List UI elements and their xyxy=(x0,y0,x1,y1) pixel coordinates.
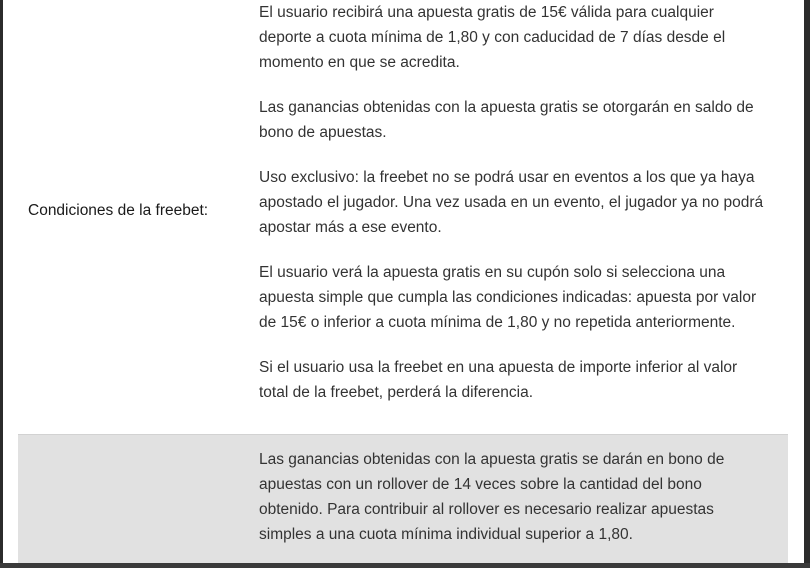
text-line: simples a una cuota mínima individual superior a 1,80. xyxy=(259,526,633,543)
text-line: bono de apuestas. xyxy=(259,124,387,141)
window-frame-bottom xyxy=(0,563,810,568)
text-line: Si el usuario usa la freebet en una apuesta de importe inferior al valor xyxy=(259,359,738,376)
freebet-conditions-row xyxy=(18,0,788,434)
text-line: apuestas con un rollover de 14 veces sobre la cantidad del bono xyxy=(259,476,702,493)
window-frame-right xyxy=(804,0,810,568)
rollover-conditions-text xyxy=(259,447,781,567)
text-line: deporte a cuota mínima de 1,80 y con caducidad de 7 días desde el xyxy=(259,29,726,46)
text-line: El usuario recibirá una apuesta gratis de 15€ válida para cualquier xyxy=(259,4,714,21)
text-line: apostado el jugador. Una vez usada en un evento, el jugador ya no podrá xyxy=(259,194,764,211)
text-line: total de la freebet, perderá la diferencia. xyxy=(259,384,534,401)
text-line: El usuario verá la apuesta gratis en su cupón solo si selecciona una xyxy=(259,264,726,281)
rollover-conditions-row xyxy=(18,434,788,564)
condition-paragraph xyxy=(259,0,781,75)
text-line: apostar más a ese evento. xyxy=(259,219,442,236)
condition-paragraph xyxy=(259,95,781,145)
text-line: momento en que se acredita. xyxy=(259,54,460,71)
freebet-conditions-text xyxy=(259,0,781,425)
text-line: apuesta simple que cumpla las condiciones indicadas: apuesta por valor xyxy=(259,289,757,306)
text-line: de 15€ o inferior a cuota mínima de 1,80 y no repetida anteriormente. xyxy=(259,314,736,331)
text-line: Las ganancias obtenidas con la apuesta gratis se darán en bono de xyxy=(259,451,725,468)
text-line: Las ganancias obtenidas con la apuesta gratis se otorgarán en saldo de xyxy=(259,99,754,116)
condition-paragraph xyxy=(259,260,781,335)
condition-paragraph xyxy=(259,165,781,240)
freebet-conditions-label: Condiciones de la freebet: xyxy=(28,202,209,219)
text-line: obtenido. Para contribuir al rollover es necesario realizar apuestas xyxy=(259,501,714,518)
window-frame-left xyxy=(0,0,3,568)
condition-paragraph xyxy=(259,447,781,547)
text-line: Uso exclusivo: la freebet no se podrá usar en eventos a los que ya haya xyxy=(259,169,755,186)
condition-paragraph xyxy=(259,355,781,405)
